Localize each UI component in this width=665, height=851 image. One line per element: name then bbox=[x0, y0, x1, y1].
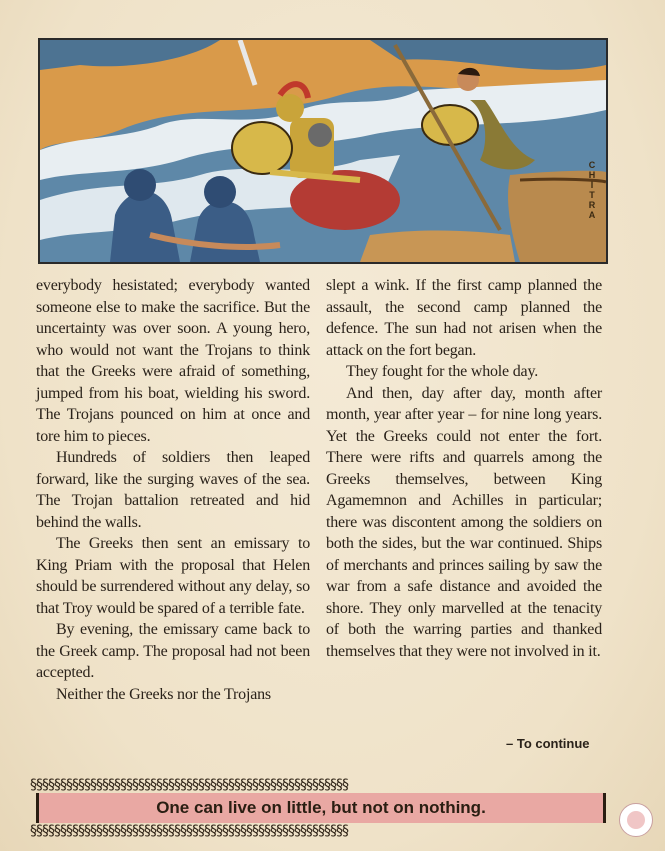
signature-letter: A bbox=[588, 210, 596, 220]
proverb-box bbox=[36, 793, 606, 823]
ornamental-border-bottom: §§§§§§§§§§§§§§§§§§§§§§§§§§§§§§§§§§§§§§§§§§§§§§§§§§§§§ bbox=[30, 824, 348, 838]
library-stamp-icon bbox=[619, 803, 653, 837]
signature-letter: T bbox=[589, 190, 595, 200]
battle-scene-drawing bbox=[40, 40, 606, 262]
paragraph: And then, day after day, month after month, year after year – for nine long years. Yet the Greeks could not enter the fort. There were rifts and quarrels among the Greeks themselves, between King Agamemnon and Achilles in particular; there was discontent among the soldiers on both the sides, but the war continued. Ships of merchants and princes sailing by saw the war from a safe distance and avoided the shore. They only marvelled at the tenacity of both the warring parties and thanked themselves that they were not involved in it. bbox=[326, 384, 602, 660]
proverb-banner bbox=[30, 778, 608, 838]
paragraph: Neither the Greeks nor the Trojans bbox=[56, 685, 271, 703]
paragraph: everybody hesistated; everybody wanted someone else to make the sacrifice. But the uncertainty was over soon. A young hero, who would not want the Trojans to think that the Greeks were afraid of something, jumped from his boat, wielding his sword. The Trojans pounced on him at once and tore him to pieces. bbox=[36, 277, 310, 445]
artist-signature bbox=[584, 160, 600, 220]
signature-letter: H bbox=[588, 170, 596, 180]
paragraph: Hundreds of soldiers then leaped forward, like the surging waves of the sea. The Trojan battalion retreated and hid behind the walls. bbox=[36, 449, 310, 531]
ornamental-border-top: §§§§§§§§§§§§§§§§§§§§§§§§§§§§§§§§§§§§§§§§§§§§§§§§§§§§§ bbox=[30, 778, 348, 792]
signature-letter: C bbox=[588, 160, 596, 170]
paragraph: By evening, the emissary came back to the Greek camp. The proposal had not been accepted. bbox=[36, 621, 310, 681]
left-text-column bbox=[36, 275, 310, 705]
signature-letter: I bbox=[590, 180, 594, 190]
proverb-text: One can live on little, but not on nothing. bbox=[156, 798, 486, 817]
signature-letter: R bbox=[588, 200, 596, 210]
continue-note: – To continue bbox=[506, 736, 590, 751]
paragraph: They fought for the whole day. bbox=[346, 363, 539, 380]
battle-illustration bbox=[38, 38, 608, 264]
right-text-column bbox=[326, 275, 602, 662]
paragraph: slept a wink. If the first camp planned the assault, the second camp planned the defence. The sun had not arisen when the attack on the fort began. bbox=[326, 277, 602, 359]
paragraph: The Greeks then sent an emissary to King Priam with the proposal that Helen should be surrendered without any delay, so that Troy would be spared of a terrible fate. bbox=[36, 535, 310, 617]
